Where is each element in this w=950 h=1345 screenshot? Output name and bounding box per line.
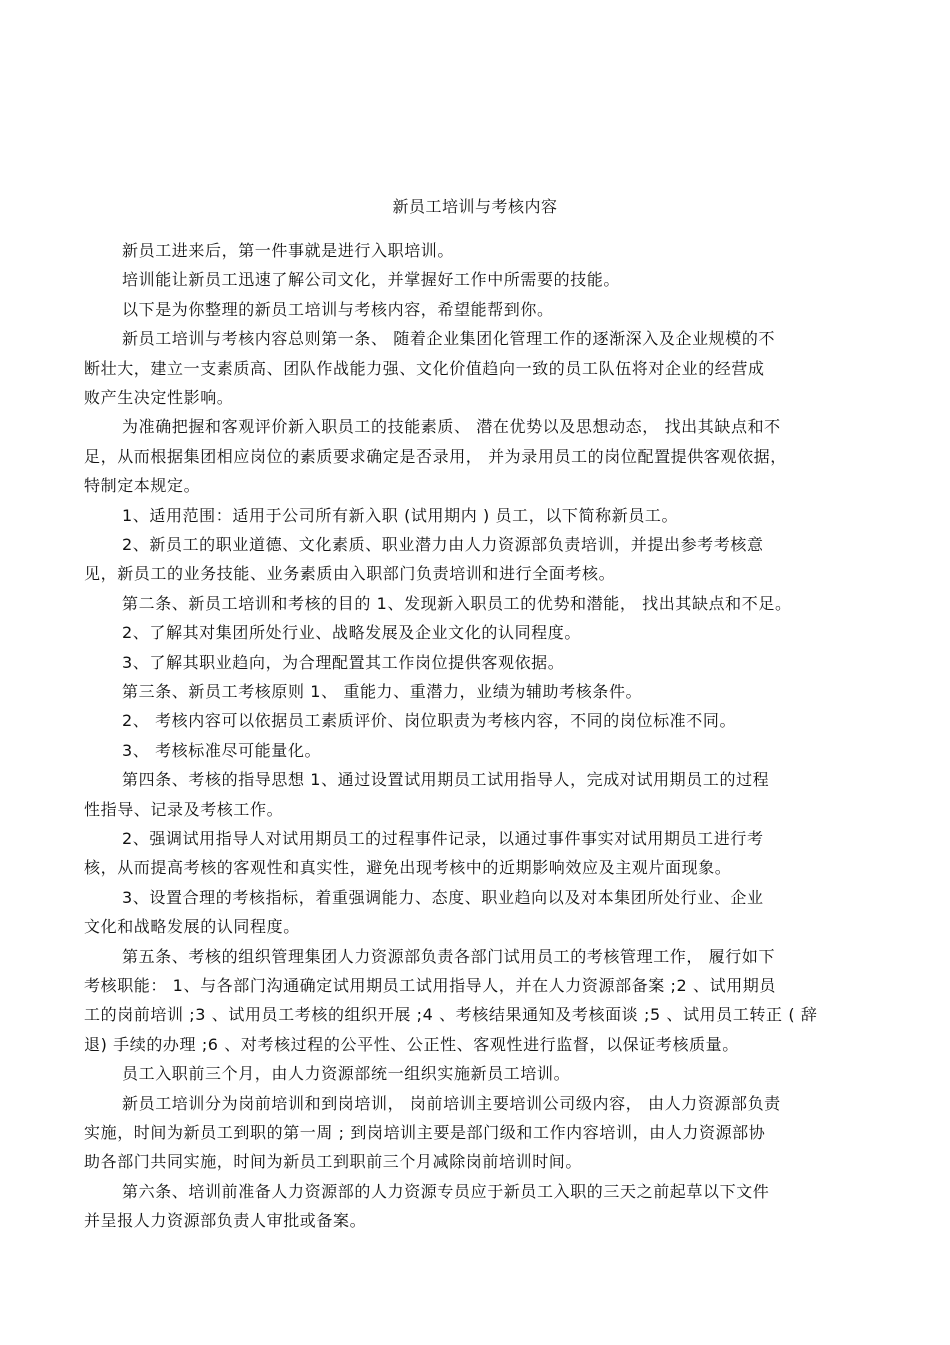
paragraph	[84, 648, 874, 677]
paragraph-line: 2、 考核内容可以依据员工素质评价、岗位职责为考核内容，不同的岗位标准不同。	[122, 711, 737, 731]
paragraph-line: 断壮大，建立一支素质高、团队作战能力强、文化价值趋向一致的员工队伍将对企业的经营成	[84, 358, 765, 378]
paragraph-line: 第三条、新员工考核原则 1、 重能力、重潜力，业绩为辅助考核条件。	[122, 682, 643, 701]
paragraph	[84, 1177, 874, 1236]
paragraph-line: 第五条、考核的组织管理集团人力资源部负责各部门试用员工的考核管理工作， 履行如下	[122, 946, 776, 966]
paragraph-line: 考核职能： 1、与各部门沟通确定试用期员工试用指导人，并在人力资源部备案 ;2 、试用期员	[84, 976, 777, 995]
paragraph-line: 文化和战略发展的认同程度。	[84, 917, 300, 937]
paragraph-line: 退) 手续的办理 ;6 、对考核过程的公平性、公正性、客观性进行监督，以保证考核质量。	[84, 1034, 739, 1054]
paragraph-line: 第四条、考核的指导思想 1、通过设置试用期员工试用指导人，完成对试用期员工的过程	[122, 770, 770, 790]
paragraph-line: 实施，时间为新员工到职的第一周 ; 到岗培训主要是部门级和工作内容培训，由人力资源部协	[84, 1123, 766, 1142]
paragraph-line: 工的岗前培训 ;3 、试用员工考核的组织开展 ;4 、考核结果通知及考核面谈 ;5 、试用员工转正 ( 辞	[84, 1005, 818, 1025]
paragraph-line: 3、了解其职业趋向，为合理配置其工作岗位提供客观依据。	[122, 652, 565, 672]
paragraph	[84, 824, 874, 883]
paragraph-line: 1、适用范围：适用于公司所有新入职 (试用期内 ) 员工，以下简称新员工。	[122, 505, 679, 525]
paragraph-line: 性指导、记录及考核工作。	[84, 799, 284, 819]
paragraph-line: 特制定本规定。	[84, 476, 201, 496]
document-title: 新员工培训与考核内容	[392, 197, 558, 216]
paragraph-line: 为准确把握和客观评价新入职员工的技能素质、 潜在优势以及思想动态， 找出其缺点和不	[122, 417, 781, 437]
paragraph-line: 足，从而根据集团相应岗位的素质要求确定是否录用， 并为录用员工的岗位配置提供客观依据，	[84, 446, 787, 466]
paragraph	[84, 501, 874, 530]
paragraph	[84, 530, 874, 589]
paragraph-line: 核，从而提高考核的客观性和真实性，避免出现考核中的近期影响效应及主观片面现象。	[84, 858, 732, 878]
paragraph-line: 新员工培训分为岗前培训和到岗培训， 岗前培训主要培训公司级内容， 由人力资源部负责	[122, 1093, 781, 1113]
paragraph-line: 第二条、新员工培训和考核的目的 1、发现新入职员工的优势和潜能， 找出其缺点和不足。	[122, 593, 792, 613]
paragraph-line: 2、强调试用指导人对试用期员工的过程事件记录，以通过事件事实对试用期员工进行考	[122, 829, 764, 848]
paragraph	[84, 1089, 874, 1177]
paragraph	[84, 236, 874, 265]
paragraph	[84, 589, 874, 618]
paragraph-line: 助各部门共同实施，时间为新员工到职前三个月减除岗前培训时间。	[84, 1152, 583, 1172]
paragraph-line: 并呈报人力资源部负责人审批或备案。	[84, 1211, 367, 1231]
paragraph-line: 2、新员工的职业道德、文化素质、职业潜力由人力资源部负责培训，并提出参考考核意	[122, 535, 764, 554]
paragraph	[84, 883, 874, 942]
paragraph-line: 2、了解其对集团所处行业、战略发展及企业文化的认同程度。	[122, 623, 581, 643]
paragraph-line: 员工入职前三个月，由人力资源部统一组织实施新员工培训。	[122, 1064, 571, 1084]
paragraph-line: 第六条、培训前准备人力资源部的人力资源专员应于新员工入职的三天之前起草以下文件	[122, 1181, 770, 1201]
paragraph-line: 新员工培训与考核内容总则第一条、 随着企业集团化管理工作的逐渐深入及企业规模的不	[122, 329, 776, 349]
paragraph-line: 3、设置合理的考核指标，着重强调能力、态度、职业趋向以及对本集团所处行业、企业	[122, 887, 764, 907]
paragraph	[84, 295, 874, 324]
paragraph	[84, 265, 874, 294]
paragraph-line: 培训能让新员工迅速了解公司文化，并掌握好工作中所需要的技能。	[122, 270, 621, 290]
paragraph	[84, 1059, 874, 1088]
paragraph-line: 见，新员工的业务技能、业务素质由入职部门负责培训和进行全面考核。	[84, 564, 616, 584]
paragraph	[84, 324, 874, 412]
paragraph-line: 以下是为你整理的新员工培训与考核内容，希望能帮到你。	[122, 299, 554, 319]
paragraph-line: 3、 考核标准尽可能量化。	[122, 740, 322, 760]
paragraph	[84, 677, 874, 706]
paragraph	[84, 618, 874, 647]
paragraph	[84, 736, 874, 765]
paragraph	[84, 412, 874, 500]
paragraph	[84, 942, 874, 1060]
paragraph-line: 新员工进来后，第一件事就是进行入职培训。	[122, 241, 455, 260]
paragraph	[84, 706, 874, 735]
paragraph	[84, 765, 874, 824]
paragraph-line: 败产生决定性影响。	[84, 388, 234, 407]
